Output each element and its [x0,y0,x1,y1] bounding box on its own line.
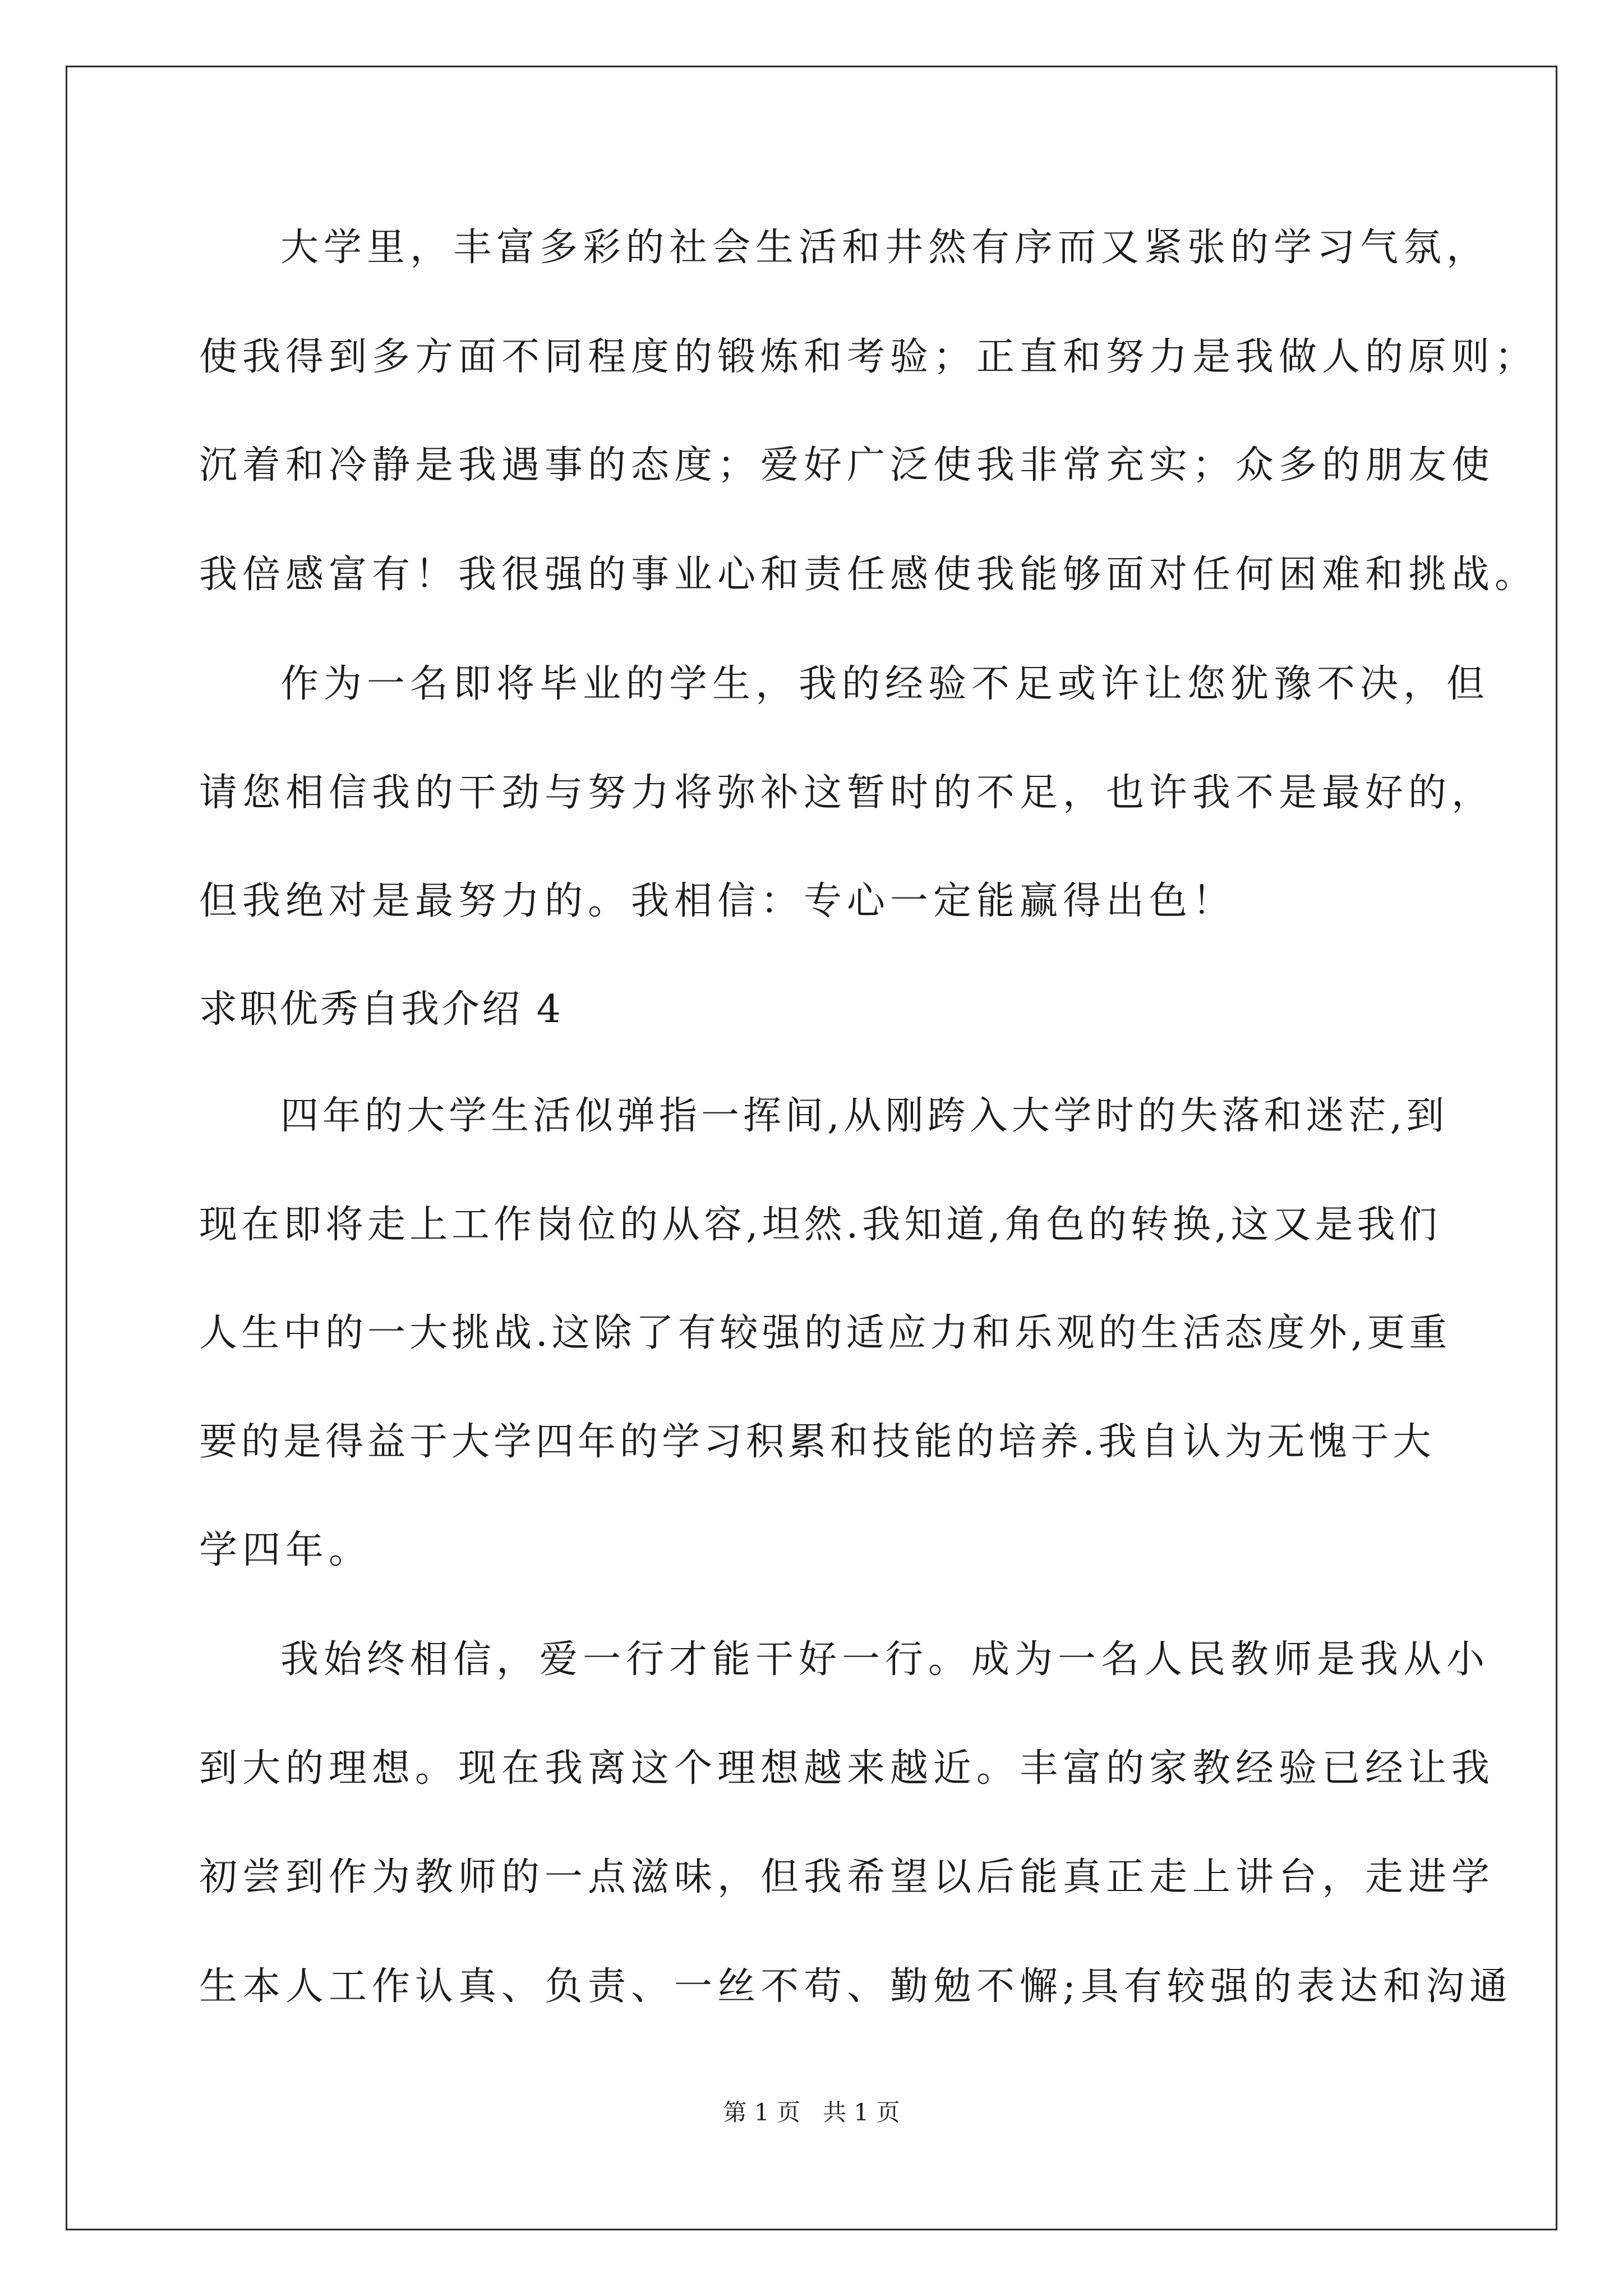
paragraph-2-line-3: 但我绝对是最努力的。我相信：专心一定能赢得出色！ [199,879,1236,923]
page-footer: 第 1 页 共 1 页 [723,2099,900,2126]
section-heading: 求职优秀自我介绍 4 [199,987,563,1032]
paragraph-4-line-4: 生本人工作认真、负责、一丝不苟、勤勉不懈;具有较强的表达和沟通 [199,1964,1513,2009]
paragraph-1-line-4: 我倍感富有！我很强的事业心和责任感使我能够面对任何困难和挑战。 [199,553,1538,597]
paragraph-4-line-3: 初尝到作为教师的一点滋味，但我希望以后能真正走上讲台，走进学 [199,1855,1495,1899]
paragraph-3-line-2: 现在即将走上工作岗位的从容,坦然.我知道,角色的转换,这又是我们 [199,1203,1441,1247]
paragraph-2-line-1: 作为一名即将毕业的学生，我的经验不足或许让您犹豫不决，但 [280,662,1490,706]
paragraph-4-line-1: 我始终相信，爱一行才能干好一行。成为一名人民教师是我从小 [280,1637,1490,1682]
paragraph-2-line-2: 请您相信我的干劲与努力将弥补这暂时的不足，也许我不是最好的， [199,771,1495,815]
paragraph-3-line-5: 学四年。 [199,1528,372,1572]
paragraph-1-line-1: 大学里，丰富多彩的社会生活和井然有序而又紧张的学习气氛， [280,226,1490,270]
paragraph-1-line-2: 使我得到多方面不同程度的锻炼和考验；正直和努力是我做人的原则； [199,335,1538,379]
paragraph-3-line-1: 四年的大学生活似弹指一挥间,从刚跨入大学时的失落和迷茫,到 [280,1094,1449,1138]
paragraph-1-line-3: 沉着和冷静是我遇事的态度；爱好广泛使我非常充实；众多的朋友使 [199,443,1495,487]
page-border [66,66,1557,2230]
paragraph-4-line-2: 到大的理想。现在我离这个理想越来越近。丰富的家教经验已经让我 [199,1746,1495,1791]
paragraph-3-line-4: 要的是得益于大学四年的学习积累和技能的培养.我自认为无愧于大 [199,1420,1435,1464]
paragraph-3-line-3: 人生中的一大挑战.这除了有较强的适应力和乐观的生活态度外,更重 [199,1311,1451,1355]
